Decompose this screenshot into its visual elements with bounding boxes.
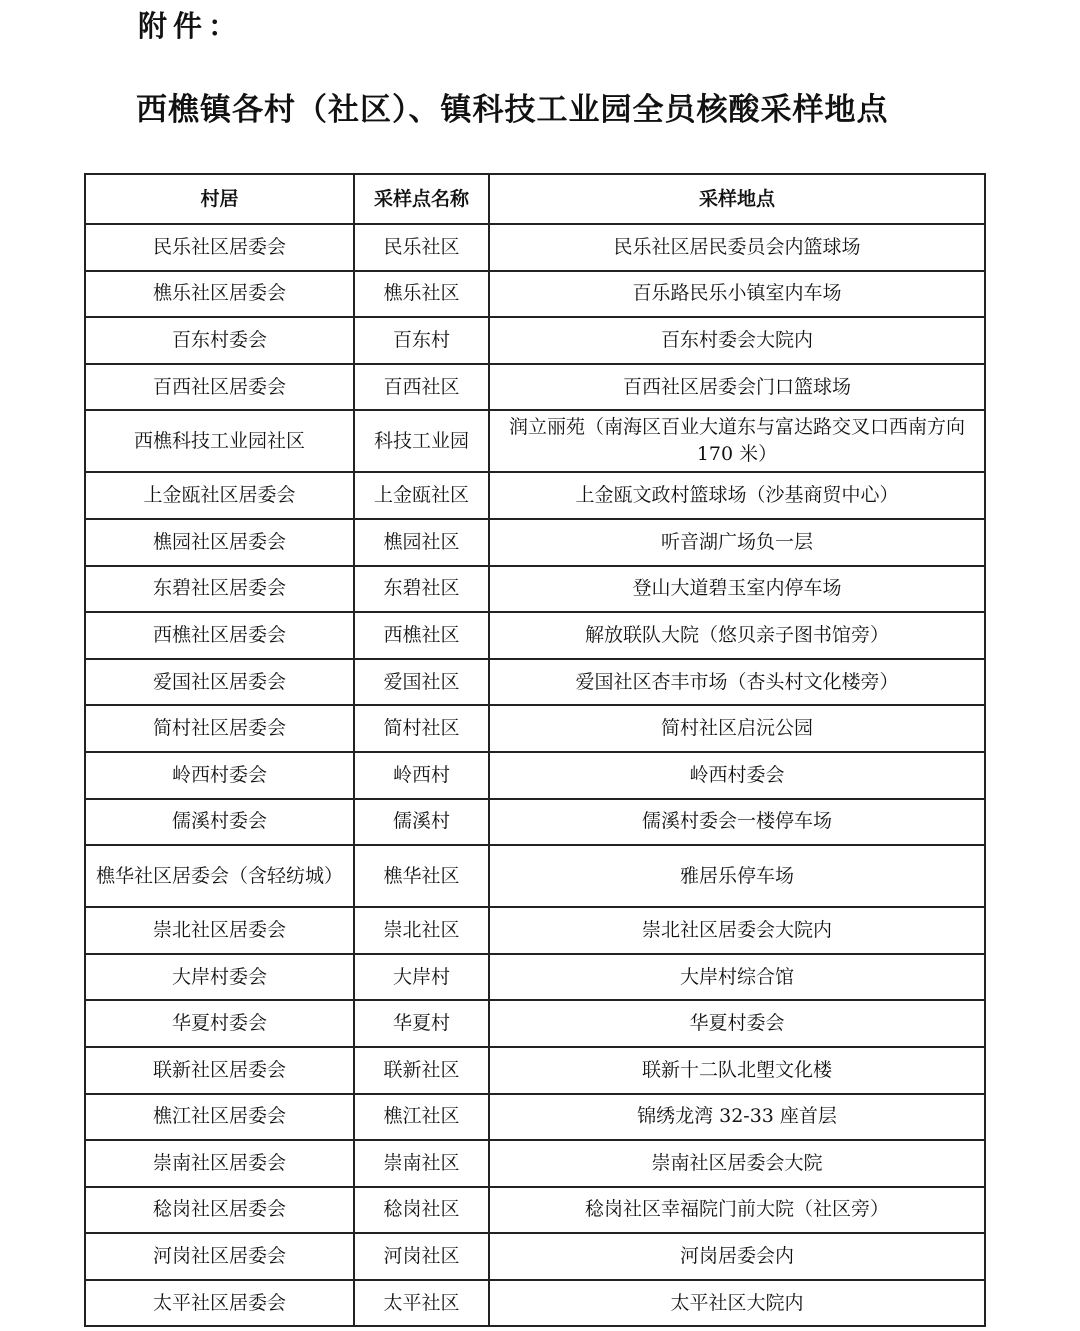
cell-point-name: 河岗社区 xyxy=(354,1233,489,1280)
cell-point-name: 百东村 xyxy=(354,317,489,364)
table-row xyxy=(85,317,985,364)
cell-village: 西樵科技工业园社区 xyxy=(85,410,354,472)
table-row xyxy=(85,799,985,846)
table-row xyxy=(85,907,985,954)
cell-location: 百乐路民乐小镇室内车场 xyxy=(489,271,985,318)
cell-location: 上金瓯文政村篮球场（沙基商贸中心） xyxy=(489,472,985,519)
cell-location: 太平社区大院内 xyxy=(489,1280,985,1327)
cell-village: 河岗社区居委会 xyxy=(85,1233,354,1280)
table-row xyxy=(85,705,985,752)
cell-location: 百西社区居委会门口篮球场 xyxy=(489,364,985,411)
cell-point-name: 樵园社区 xyxy=(354,519,489,566)
column-header-location: 采样地点 xyxy=(489,174,985,224)
cell-point-name: 大岸村 xyxy=(354,954,489,1001)
cell-location: 民乐社区居民委员会内篮球场 xyxy=(489,224,985,271)
table-row xyxy=(85,1140,985,1187)
cell-point-name: 樵乐社区 xyxy=(354,271,489,318)
cell-village: 东碧社区居委会 xyxy=(85,566,354,613)
table-row xyxy=(85,271,985,318)
cell-location: 华夏村委会 xyxy=(489,1000,985,1047)
cell-location: 爱国社区杏丰市场（杏头村文化楼旁） xyxy=(489,659,985,706)
cell-point-name: 崇南社区 xyxy=(354,1140,489,1187)
cell-point-name: 崇北社区 xyxy=(354,907,489,954)
cell-point-name: 太平社区 xyxy=(354,1280,489,1327)
cell-village: 樵华社区居委会（含轻纺城） xyxy=(85,845,354,907)
cell-point-name: 简村社区 xyxy=(354,705,489,752)
cell-location: 岭西村委会 xyxy=(489,752,985,799)
table-row xyxy=(85,364,985,411)
attachment-label: 附件： xyxy=(138,9,244,43)
cell-point-name: 民乐社区 xyxy=(354,224,489,271)
cell-village: 西樵社区居委会 xyxy=(85,612,354,659)
document-title: 西樵镇各村（社区）、镇科技工业园全员核酸采样地点 xyxy=(136,92,889,128)
cell-village: 民乐社区居委会 xyxy=(85,224,354,271)
cell-village: 太平社区居委会 xyxy=(85,1280,354,1327)
cell-point-name: 稔岗社区 xyxy=(354,1187,489,1234)
cell-location: 稔岗社区幸福院门前大院（社区旁） xyxy=(489,1187,985,1234)
table-row xyxy=(85,1280,985,1327)
cell-point-name: 科技工业园 xyxy=(354,410,489,472)
cell-location: 登山大道碧玉室内停车场 xyxy=(489,566,985,613)
sampling-sites-table xyxy=(84,173,986,1327)
cell-point-name: 岭西村 xyxy=(354,752,489,799)
cell-point-name: 上金瓯社区 xyxy=(354,472,489,519)
table-row xyxy=(85,752,985,799)
table-row xyxy=(85,566,985,613)
table-row xyxy=(85,1094,985,1141)
cell-location: 崇南社区居委会大院 xyxy=(489,1140,985,1187)
table-row xyxy=(85,954,985,1001)
cell-village: 崇北社区居委会 xyxy=(85,907,354,954)
column-header-point-name: 采样点名称 xyxy=(354,174,489,224)
cell-location: 联新十二队北塱文化楼 xyxy=(489,1047,985,1094)
cell-point-name: 联新社区 xyxy=(354,1047,489,1094)
cell-point-name: 华夏村 xyxy=(354,1000,489,1047)
table-header-row xyxy=(85,174,985,224)
table-row xyxy=(85,659,985,706)
cell-location: 听音湖广场负一层 xyxy=(489,519,985,566)
table-row xyxy=(85,612,985,659)
cell-village: 稔岗社区居委会 xyxy=(85,1187,354,1234)
cell-village: 华夏村委会 xyxy=(85,1000,354,1047)
column-header-village: 村居 xyxy=(85,174,354,224)
cell-point-name: 樵华社区 xyxy=(354,845,489,907)
cell-village: 樵乐社区居委会 xyxy=(85,271,354,318)
table-body xyxy=(85,224,985,1326)
table-row xyxy=(85,1187,985,1234)
cell-point-name: 樵江社区 xyxy=(354,1094,489,1141)
cell-location: 儒溪村委会一楼停车场 xyxy=(489,799,985,846)
table-row xyxy=(85,1000,985,1047)
cell-location: 锦绣龙湾 32-33 座首层 xyxy=(489,1094,985,1141)
table-row xyxy=(85,472,985,519)
cell-location: 雅居乐停车场 xyxy=(489,845,985,907)
cell-location: 百东村委会大院内 xyxy=(489,317,985,364)
cell-point-name: 西樵社区 xyxy=(354,612,489,659)
cell-point-name: 爱国社区 xyxy=(354,659,489,706)
cell-point-name: 百西社区 xyxy=(354,364,489,411)
cell-location: 简村社区启沅公园 xyxy=(489,705,985,752)
table-row xyxy=(85,224,985,271)
table-row xyxy=(85,1233,985,1280)
cell-village: 崇南社区居委会 xyxy=(85,1140,354,1187)
cell-location: 崇北社区居委会大院内 xyxy=(489,907,985,954)
table-row xyxy=(85,1047,985,1094)
cell-village: 岭西村委会 xyxy=(85,752,354,799)
table-row xyxy=(85,845,985,907)
table-row xyxy=(85,410,985,472)
cell-point-name: 儒溪村 xyxy=(354,799,489,846)
cell-point-name: 东碧社区 xyxy=(354,566,489,613)
cell-village: 樵江社区居委会 xyxy=(85,1094,354,1141)
cell-village: 大岸村委会 xyxy=(85,954,354,1001)
cell-location: 河岗居委会内 xyxy=(489,1233,985,1280)
cell-village: 儒溪村委会 xyxy=(85,799,354,846)
cell-village: 樵园社区居委会 xyxy=(85,519,354,566)
cell-village: 上金瓯社区居委会 xyxy=(85,472,354,519)
cell-location: 解放联队大院（悠贝亲子图书馆旁） xyxy=(489,612,985,659)
cell-location: 大岸村综合馆 xyxy=(489,954,985,1001)
table-row xyxy=(85,519,985,566)
cell-village: 百东村委会 xyxy=(85,317,354,364)
cell-village: 百西社区居委会 xyxy=(85,364,354,411)
cell-village: 爱国社区居委会 xyxy=(85,659,354,706)
cell-village: 联新社区居委会 xyxy=(85,1047,354,1094)
cell-location: 润立丽苑（南海区百业大道东与富达路交叉口西南方向 170 米） xyxy=(489,410,985,472)
cell-village: 简村社区居委会 xyxy=(85,705,354,752)
